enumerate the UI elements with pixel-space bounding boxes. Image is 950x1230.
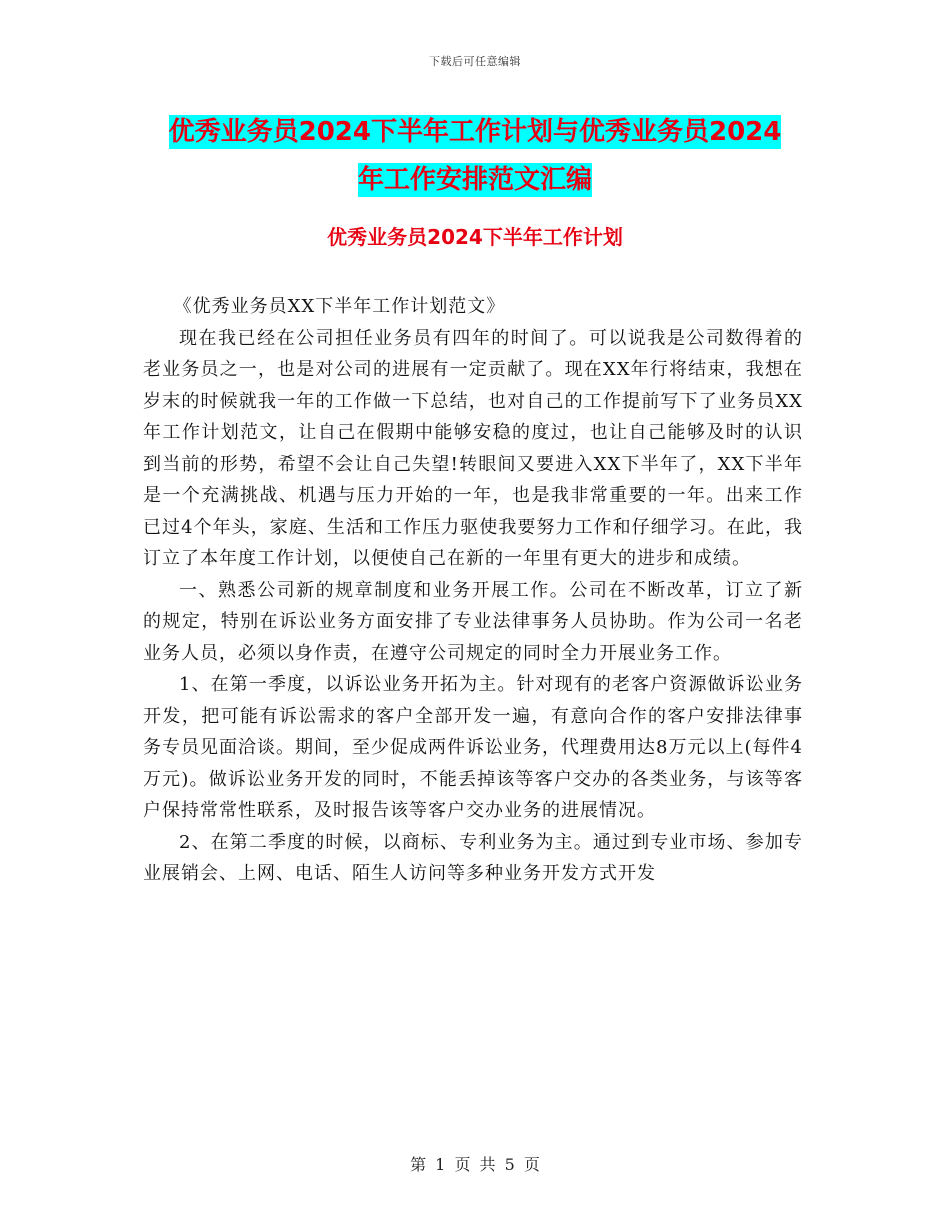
paragraph-q1: 1、在第一季度，以诉讼业务开拓为主。针对现有的老客户资源做诉讼业务开发，把可能有诉讼需求的客户全部开发一遍，有意向合作的客户安排法律事务专员见面洽谈。期间，至少促成两件诉讼业务，代理费用达8万元以上(每件4万元)。做诉讼业务开发的同时，不能丢掉该等客户交办的各类业务，与该等客户保持常常性联系，及时报告该等客户交办业务的进展情况。: [143, 674, 803, 821]
source-line: 《优秀业务员XX下半年工作计划范文》: [173, 296, 506, 317]
page-number: 第 1 页 共 5 页: [410, 1155, 540, 1174]
title-line-1: 优秀业务员2024下半年工作计划与优秀业务员2024: [168, 117, 782, 147]
document-title: [0, 108, 950, 204]
paragraph-q2: 2、在第二季度的时候，以商标、专利业务为主。通过到专业市场、参加专业展销会、上网、电话、陌生人访问等多种业务开发方式开发: [143, 831, 803, 884]
paragraph-intro: 现在我已经在公司担任业务员有四年的时间了。可以说我是公司数得着的老业务员之一，也是对公司的进展有一定贡献了。现在XX年行将结束，我想在岁末的时候就我一年的工作做一下总结，也对自己的工作提前写下了业务员XX年工作计划范文，让自己在假期中能够安稳的度过，也让自己能够及时的认识到当前的形势，希望不会让自己失望!转眼间又要进入XX下半年了，XX下半年是一个充满挑战、机遇与压力开始的一年，也是我非常重要的一年。出来工作已过4个年头，家庭、生活和工作压力驱使我要努力工作和仔细学习。在此，我订立了本年度工作计划，以便使自己在新的一年里有更大的进步和成绩。: [143, 327, 803, 569]
paragraph-item-1: 一、熟悉公司新的规章制度和业务开展工作。公司在不断改革，订立了新的规定，特别在诉讼业务方面安排了专业法律事务人员协助。作为公司一名老业务人员，必须以身作责，在遵守公司规定的同时全力开展业务工作。: [143, 579, 803, 664]
document-body: [143, 291, 803, 890]
title-line-2: 年工作安排范文汇编: [357, 165, 592, 195]
section-title: 优秀业务员2024下半年工作计划: [327, 225, 623, 249]
page-header-note: 下载后可任意编辑: [429, 55, 521, 68]
